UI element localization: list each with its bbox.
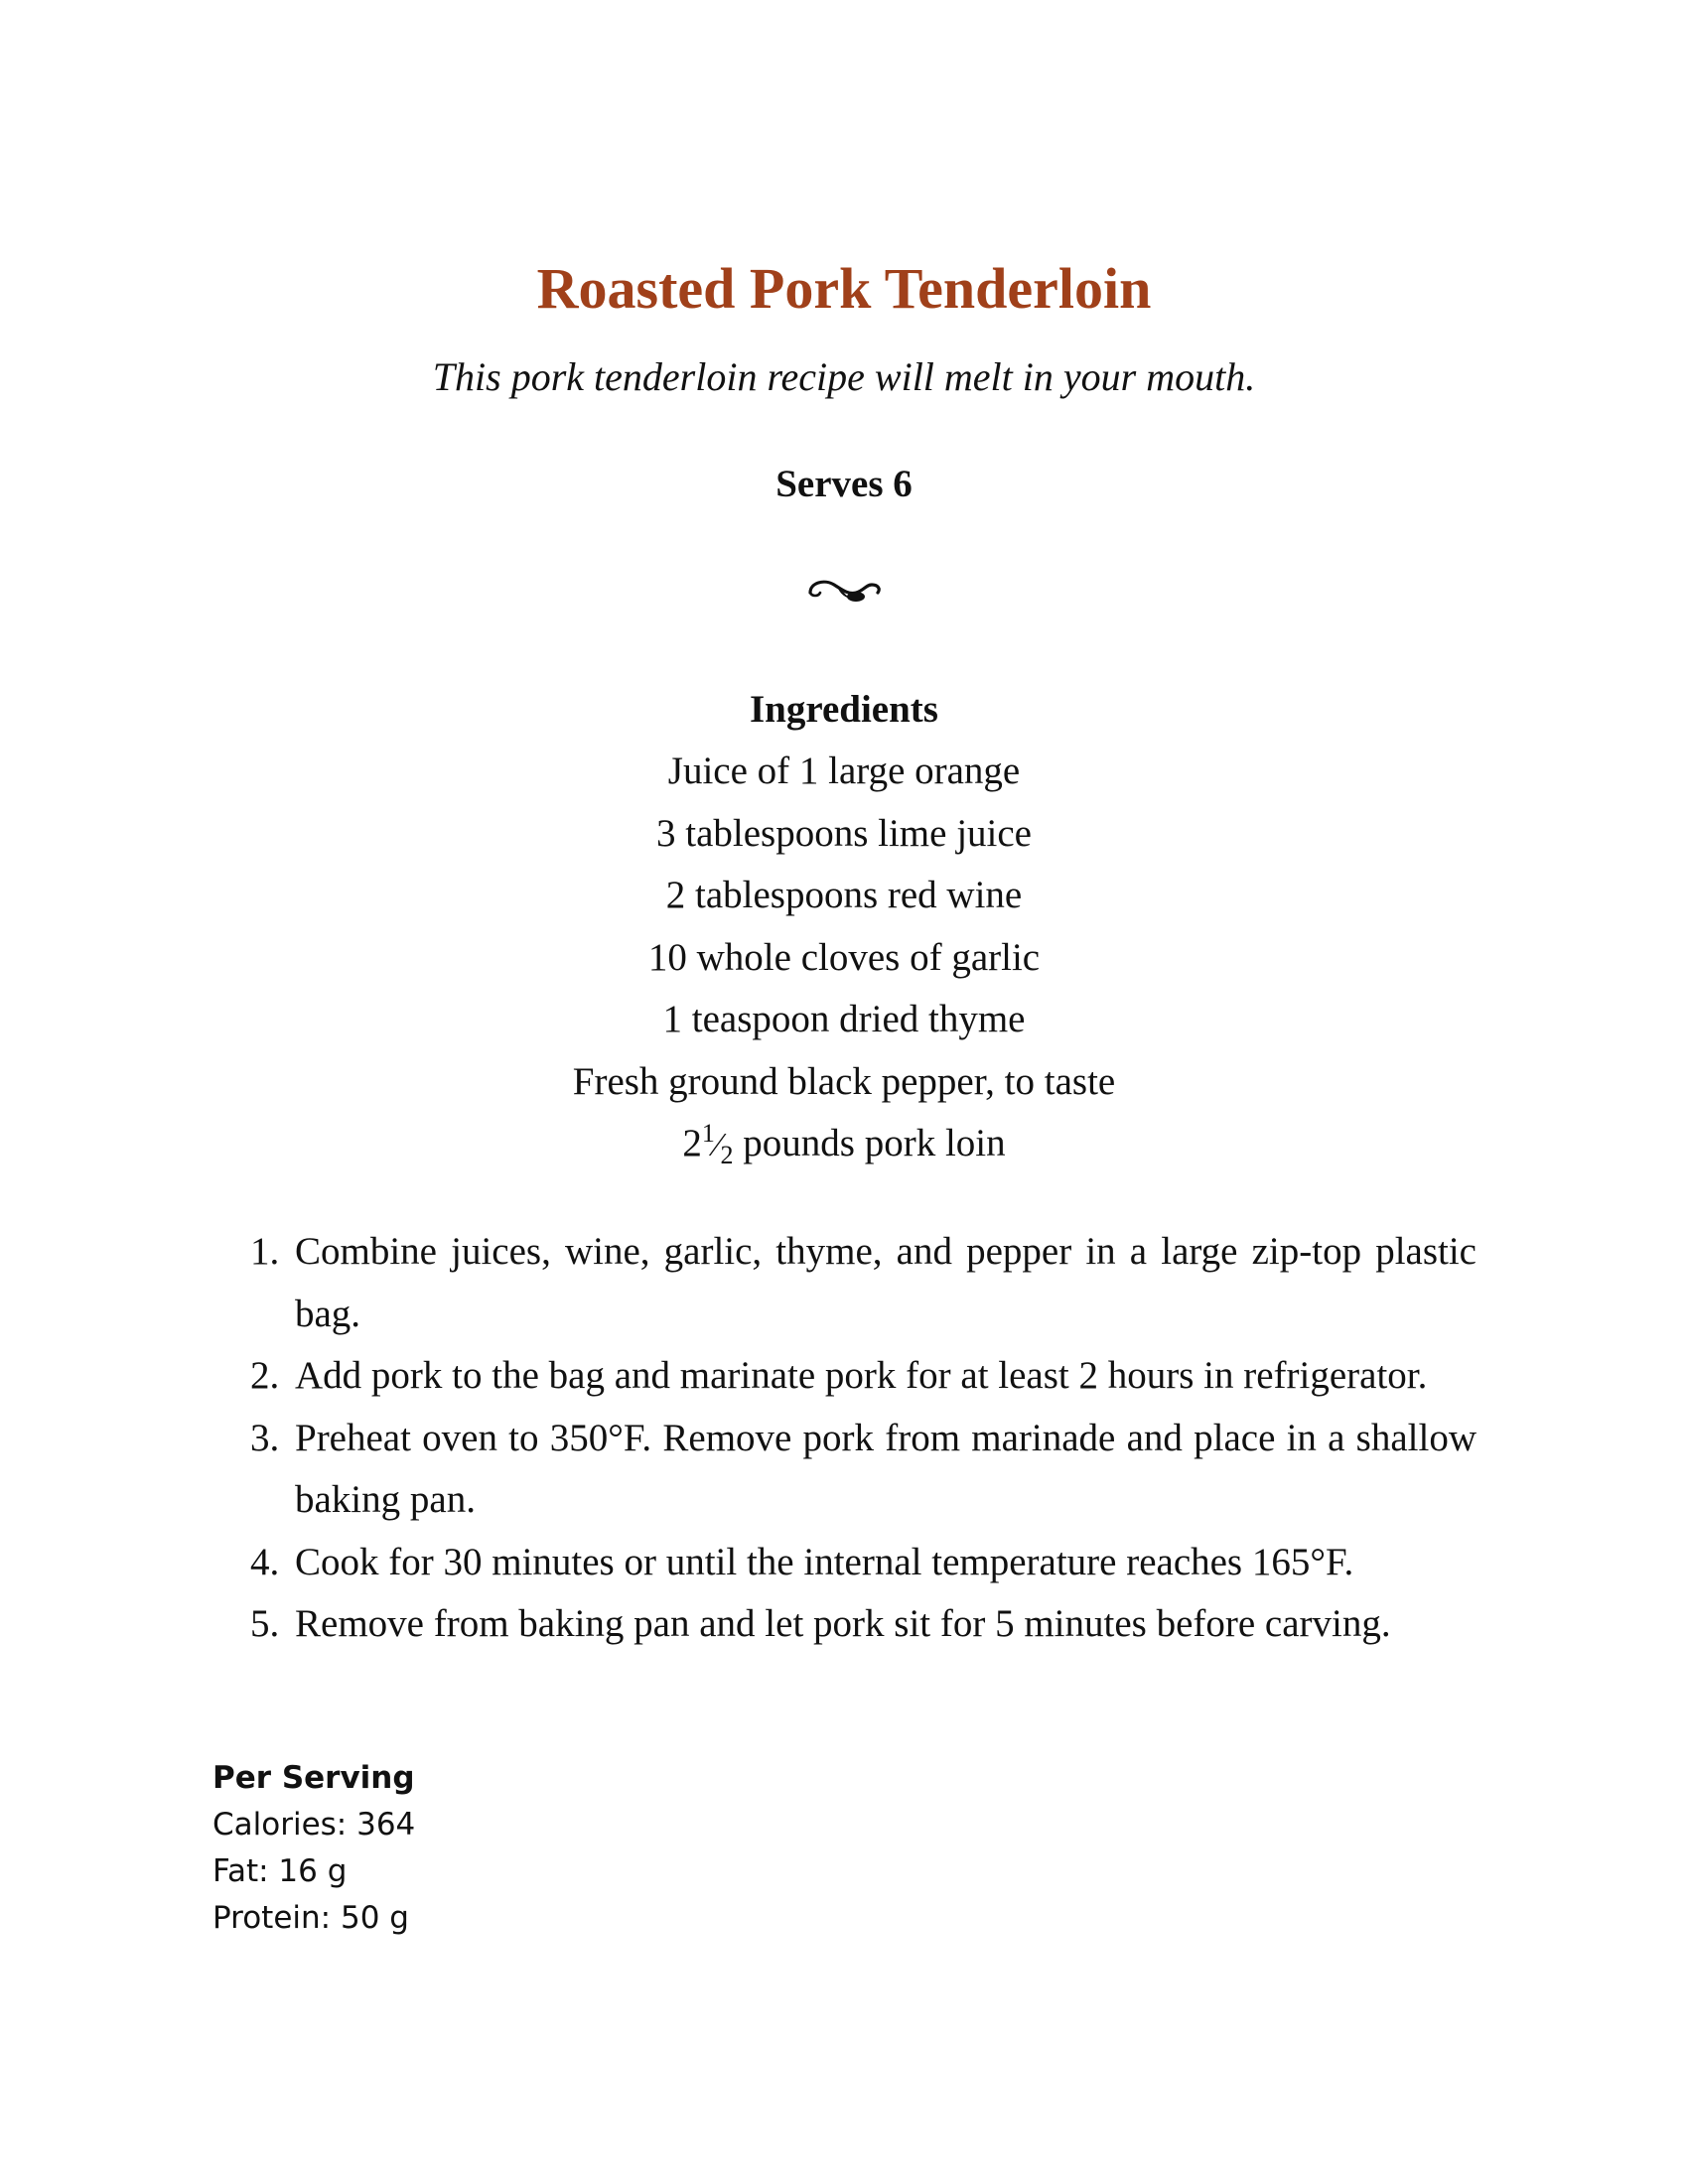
- ingredient-item: 1 teaspoon dried thyme: [662, 998, 1026, 1040]
- nutrition-calories: Calories: 364: [212, 1807, 416, 1843]
- nutrition-protein: Protein: 50 g: [212, 1900, 409, 1936]
- step-number: 1.: [250, 1230, 280, 1273]
- nutrition-panel: [212, 1755, 415, 1942]
- step-text: Cook for 30 minutes or until the internal temperature reaches 165°F.: [295, 1540, 1354, 1583]
- recipe-title: Roasted Pork Tenderloin: [536, 256, 1152, 321]
- instructions-list: [0, 1221, 1688, 1656]
- step-number: 5.: [250, 1602, 280, 1645]
- ingredient-item: Juice of 1 large orange: [667, 750, 1021, 792]
- step-number: 2.: [250, 1354, 280, 1397]
- recipe-subtitle: This pork tenderloin recipe will melt in your mouth.: [432, 354, 1256, 399]
- instruction-step: [0, 1345, 1477, 1408]
- ingredient-item: Fresh ground black pepper, to taste: [572, 1059, 1116, 1103]
- step-text: Preheat oven to 350°F. Remove pork from marinade and place in a shallow baking pan.: [295, 1416, 1477, 1521]
- nutrition-fat: Fat: 16 g: [212, 1853, 348, 1889]
- instruction-step: [0, 1532, 1477, 1594]
- ingredient-item: 2 tablespoons red wine: [665, 874, 1023, 916]
- fraction-numerator: 1: [701, 1119, 715, 1148]
- ingredient-text: pounds pork loin: [733, 1122, 1006, 1164]
- fleuron-swirl-icon: [804, 571, 884, 611]
- fraction-denominator: 2: [720, 1141, 734, 1169]
- instruction-step: [0, 1221, 1477, 1345]
- ingredient-item: 3 tablespoons lime juice: [655, 811, 1032, 855]
- fraction-slash: ⁄: [714, 1127, 721, 1163]
- ingredients-list: [0, 747, 1688, 1181]
- instruction-step: [0, 1408, 1477, 1532]
- ingredient-item-pork: [0, 1119, 1688, 1181]
- fraction-whole: 2: [682, 1122, 702, 1164]
- nutrition-heading: Per Serving: [212, 1760, 415, 1796]
- instruction-step: [0, 1593, 1477, 1656]
- step-number: 4.: [250, 1540, 280, 1583]
- step-number: 3.: [250, 1416, 280, 1459]
- ingredient-item: 10 whole cloves of garlic: [647, 935, 1041, 979]
- serves-count: Serves 6: [775, 463, 913, 505]
- step-text: Add pork to the bag and marinate pork for at least 2 hours in refrigerator.: [295, 1354, 1428, 1397]
- step-text: Remove from baking pan and let pork sit for 5 minutes before carving.: [295, 1602, 1391, 1645]
- ingredients-heading: Ingredients: [750, 688, 938, 731]
- step-text: Combine juices, wine, garlic, thyme, and pepper in a large zip-top plastic bag.: [295, 1230, 1477, 1335]
